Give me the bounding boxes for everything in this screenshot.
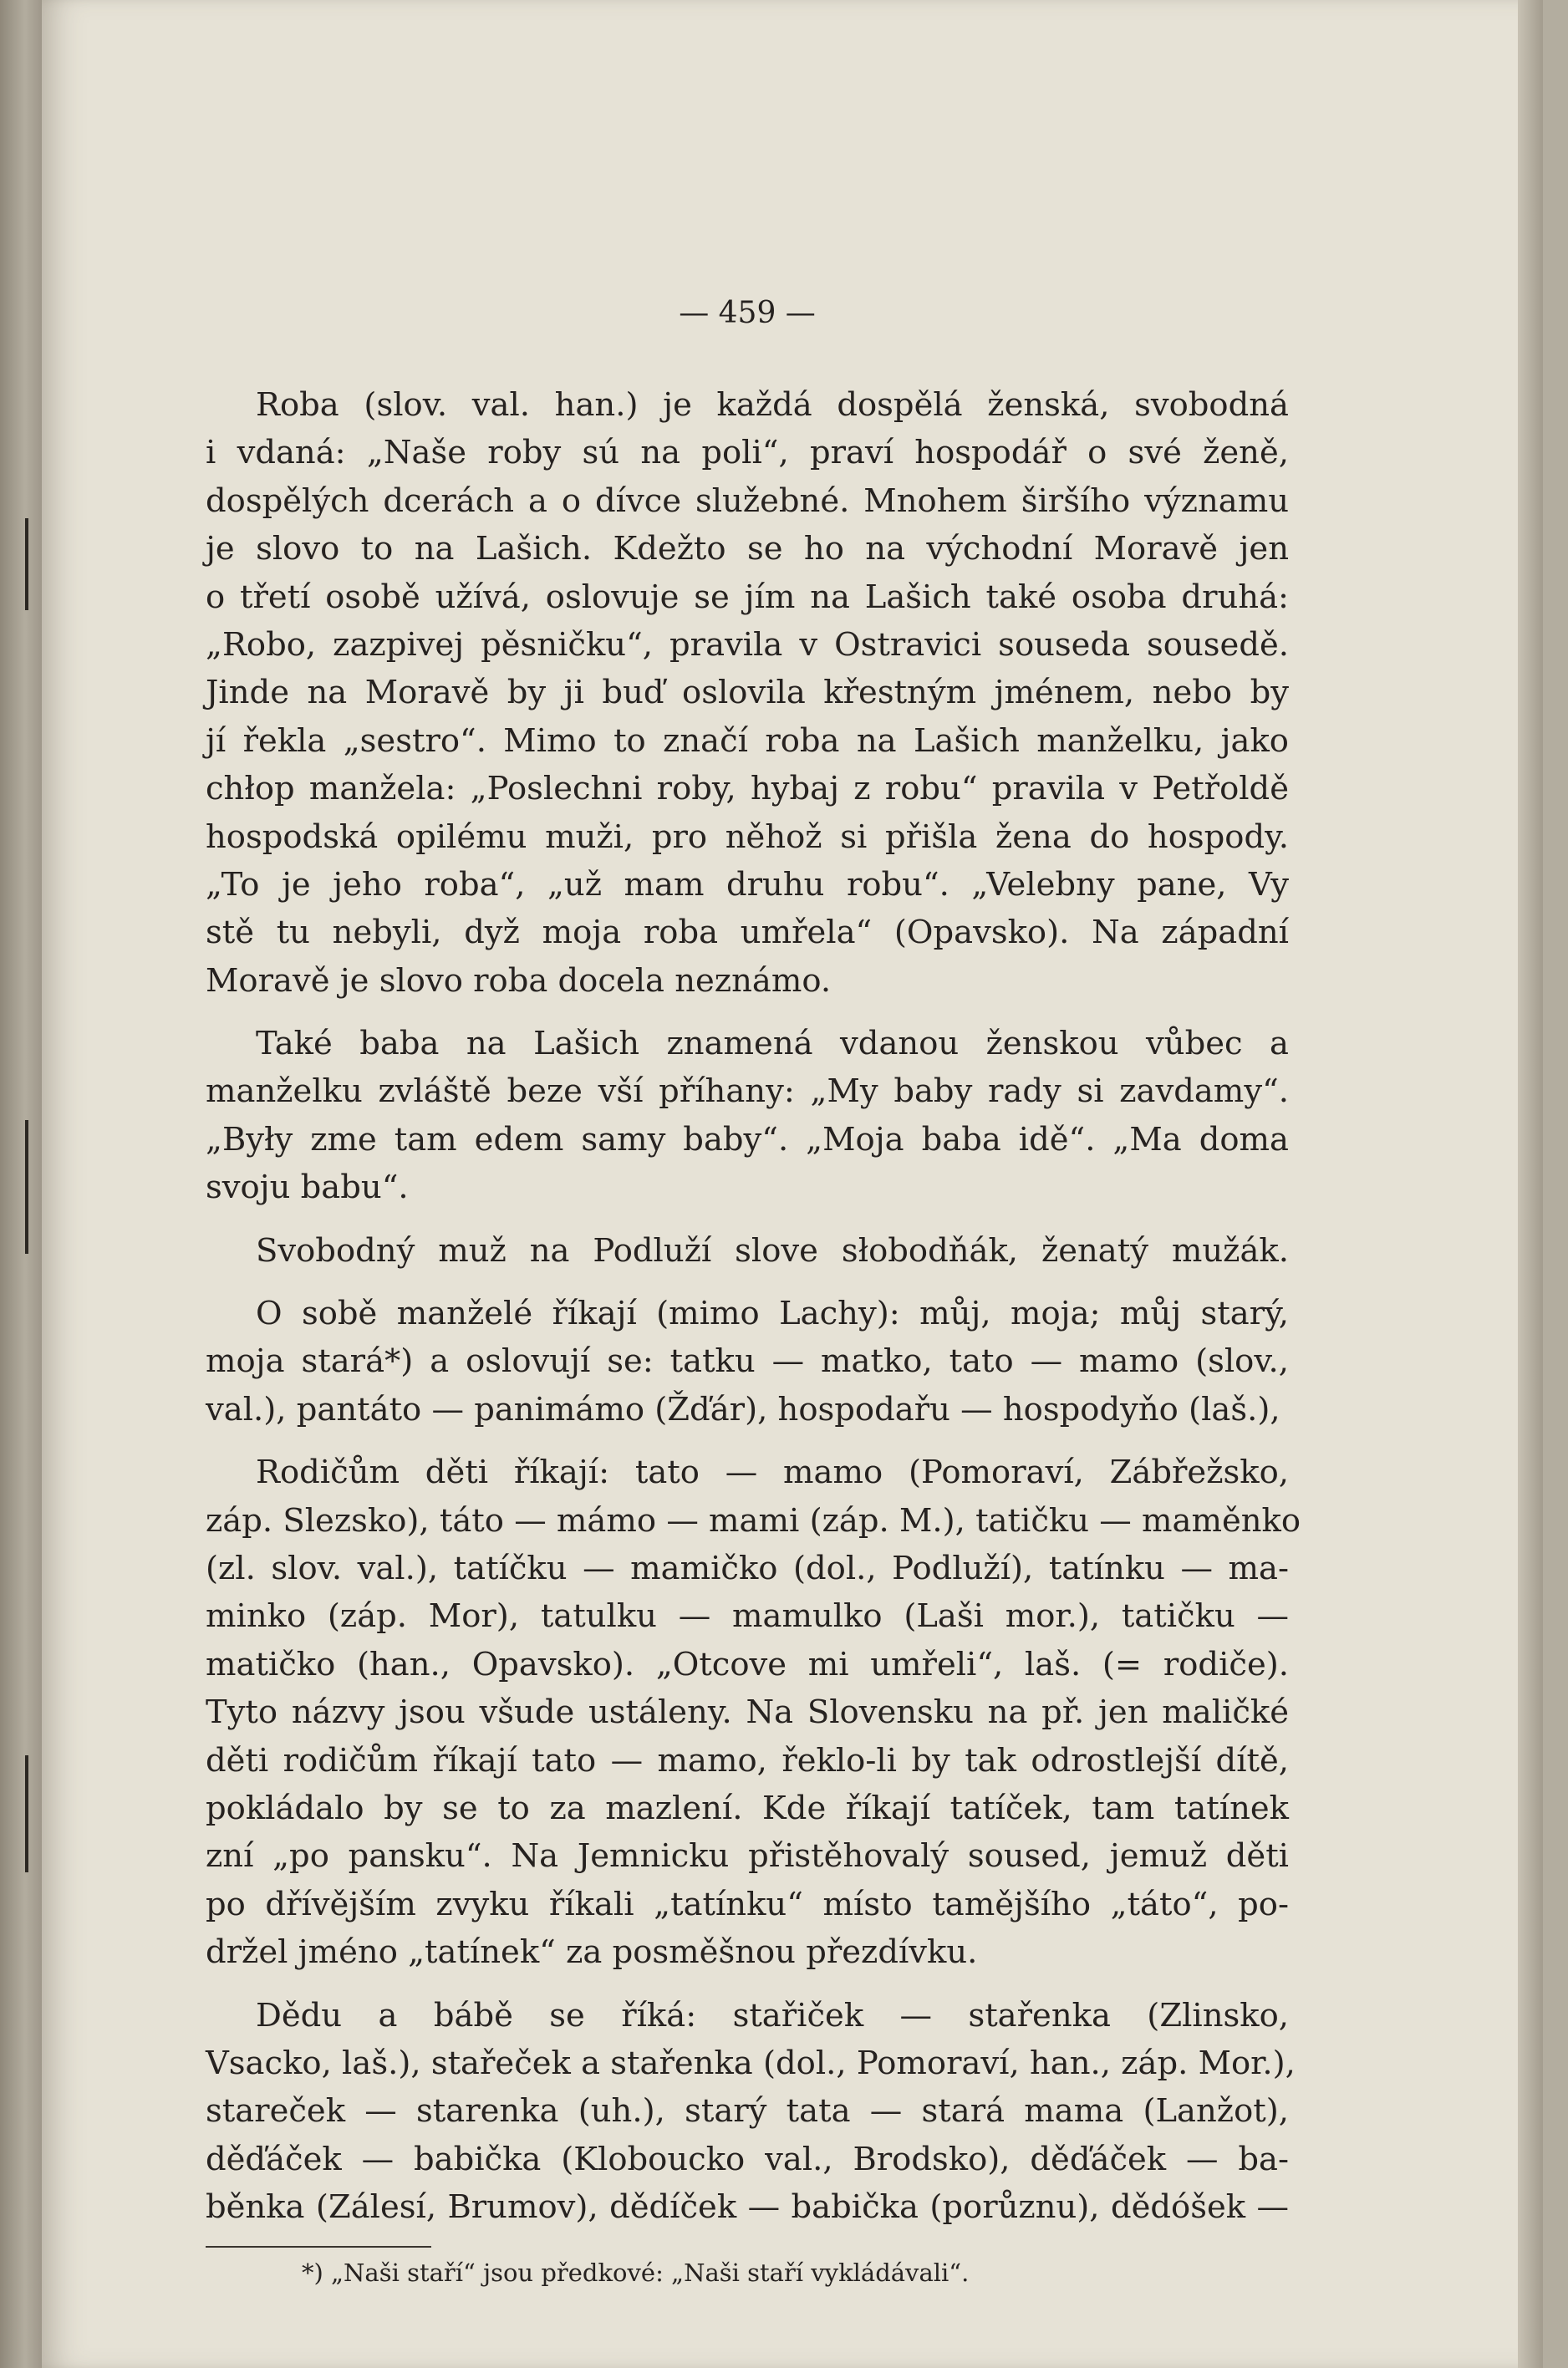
text-line: hospodská opilému muži, pro něhož si přišla žena do hospody. [206,817,1289,856]
footnote-divider [206,2246,431,2248]
text-line: je slovo to na Lašich. Kdežto se ho na východní Moravě jen [206,530,1289,568]
text-line: jí řekla „sestro“. Mimo to značí roba na Lašich manželku, jako [206,721,1289,760]
footnote: *) „Naši staří“ jsou předkové: „Naši staří vykládávali“. [302,2259,970,2288]
text-line: Tyto názvy jsou všude ustáleny. Na Slovensku na př. jen maličké [206,1693,1289,1732]
margin-mark [25,1755,28,1872]
text-line: držel jméno „tatínek“ za posměšnou přezdívku. [206,1933,978,1972]
paragraph-slobodnak [206,1227,1289,1275]
text-line: matičko (han., Opavsko). „Otcove mi umřeli“, laš. (= rodiče). [206,1645,1289,1683]
page-edge [1518,0,1543,2368]
text-line: Vsacko, laš.), stařeček a stařenka (dol., Pomoraví, han., záp. Mor.), [206,2044,1296,2082]
text-line: Moravě je slovo roba docela neznámo. [206,961,832,1000]
text-line: dospělých dcerách a o dívce služebné. Mnohem širšího významu [206,481,1289,520]
text-line: běnka (Zálesí, Brumov), dědíček — babička (porůznu), dědóšek — [206,2188,1289,2227]
text-line: po dřívějším zvyku říkali „tatínku“ místo tamějšího „táto“, po- [206,1885,1289,1923]
text-line: děti rodičům říkají tato — mamo, řeklo-li by tak odrostlejší dítě, [206,1741,1289,1780]
text-line: Také baba na Lašich znamená vdanou ženskou vůbec a [256,1025,1289,1063]
text-line: (zl. slov. val.), tatíčku — mamičko (dol., Podluží), tatínku — ma- [206,1549,1289,1587]
paragraph-baba [206,1020,1289,1212]
paragraph-manzele [206,1290,1289,1434]
paragraph-roba [206,381,1289,1005]
text-line: chłop manžela: „Poslechni roby, hybaj z robu“ pravila v Petřoldě [206,770,1289,808]
text-line: minko (záp. Mor), tatulku — mamulko (Laši mor.), tatičku — [206,1597,1289,1636]
paragraph-dedu [206,1992,1296,2232]
text-line: „Były zme tam edem samy baby“. „Moja baba idě“. „Ma doma [206,1120,1289,1159]
text-line: i vdaná: „Naše roby sú na poli“, praví hospodář o své ženě, [206,434,1289,472]
text-line: O sobě manželé říkají (mimo Lachy): můj, moja; můj starý, [256,1295,1289,1333]
paragraph-rodicum [206,1449,1301,1976]
text-line: Svobodný muž na Podluží slove słobodňák, ženatý mužák. [256,1231,1289,1270]
text-line: stě tu nebyli, dyž moja roba umřela“ (Opavsko). Na západní [206,914,1289,952]
text-line: Dědu a bábě se říká: stařiček — stařenka (Zlinsko, [256,1996,1289,2034]
text-line: manželku zvláště beze vší příhany: „My baby rady si zavdamy“. [206,1072,1289,1111]
text-line: o třetí osobě užívá, oslovuje se jím na Lašich také osoba druhá: [206,578,1289,616]
text-line: svoju babu“. [206,1169,409,1207]
text-line: stareček — starenka (uh.), starý tata — stará mama (Lanžot), [206,2092,1289,2131]
text-line: moja stará*) a oslovují se: tatku — matko, tato — mamo (slov., [206,1342,1289,1381]
text-line: „Robo, zazpivej pěsničku“, pravila v Ostravici souseda sousedě. [206,625,1289,664]
text-line: Roba (slov. val. han.) je každá dospělá ženská, svobodná [256,386,1289,424]
text-line: zní „po pansku“. Na Jemnicku přistěhovalý soused, jemuž děti [206,1837,1289,1876]
text-line: „To je jeho roba“, „už mam druhu robu“. „Velebny pane, Vy [206,865,1289,904]
text-line: záp. Slezsko), táto — mámo — mami (záp. M.), tatičku — maměnko [206,1501,1301,1540]
text-block [206,293,1301,2289]
margin-mark [25,1120,28,1254]
text-line: pokládalo by se to za mazlení. Kde říkají tatíček, tam tatínek [206,1789,1289,1827]
text-line: Jinde na Moravě by ji buď oslovila křestným jménem, nebo by [206,674,1289,712]
margin-mark [25,518,28,610]
text-line: val.), pantáto — panimámo (Žďár), hospodařu — hospodyňo (laš.), [206,1390,1280,1428]
page-number: — 459 — [679,296,816,330]
binding-edge [0,0,42,2368]
text-line: Rodičům děti říkají: tato — mamo (Pomoraví, Zábřežsko, [256,1454,1289,1492]
text-line: děďáček — babička (Kloboucko val., Brodsko), děďáček — ba- [206,2140,1289,2178]
